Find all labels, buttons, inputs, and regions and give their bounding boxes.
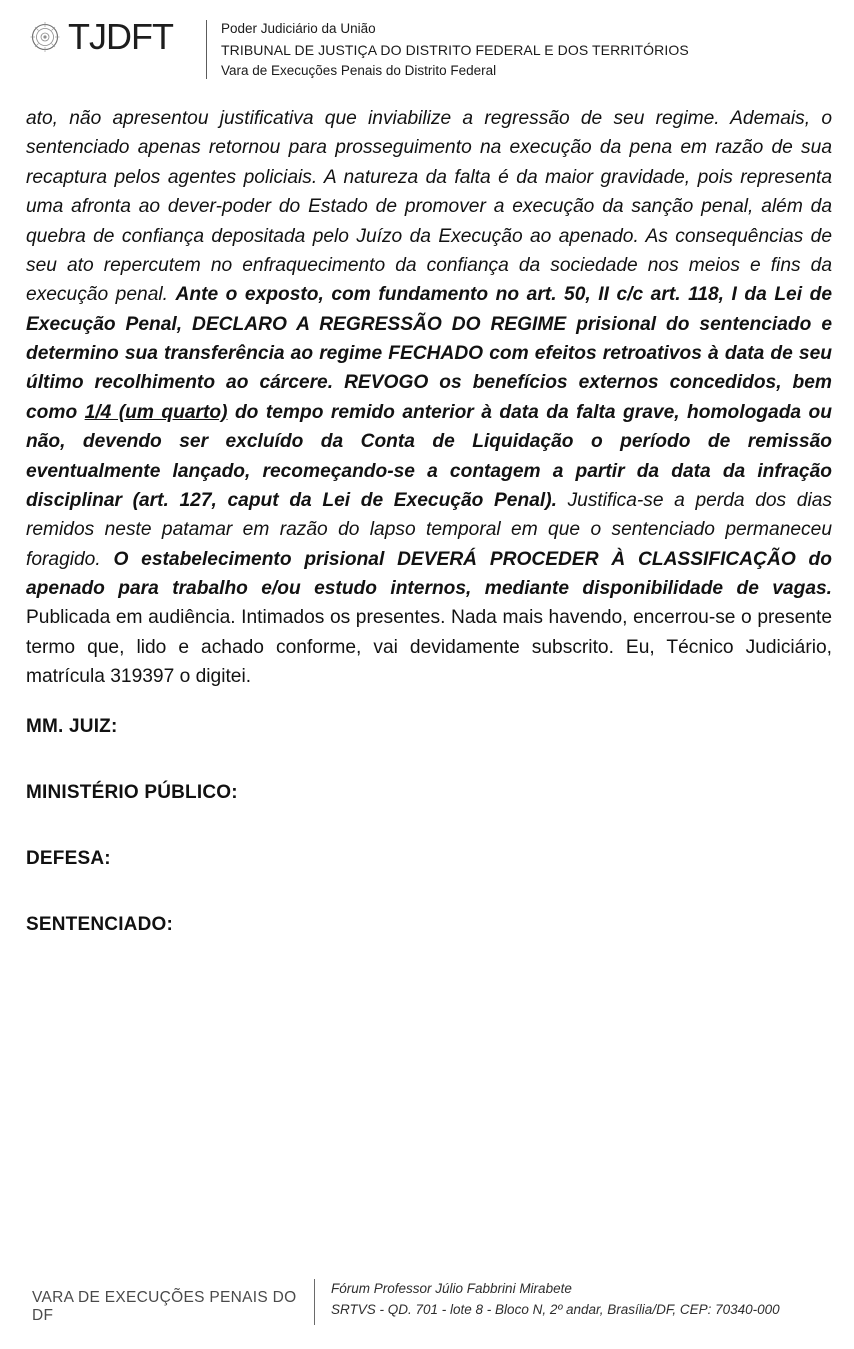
text-segment-ruling: Ante o exposto, com fundamento no art. 50, II c/c art. 118, I da Lei de Execução Penal, DECLARO A REGRESSÃO DO REGIME prisional do sentenciado e determino sua transferência ao regime FECHADO com efeitos retroativos à data de seu último recolhimento ao cárcere. REVOGO os benefícios externos concedidos, bem como — [26, 284, 832, 423]
text-segment-justification: Justifica-se a perda dos dias remidos neste patamar em razão do lapso temporal em que o sentenciado permaneceu foragido. — [26, 489, 832, 570]
footer-address-line1: Fórum Professor Júlio Fabbrini Mirabete — [331, 1281, 572, 1296]
document-header — [28, 18, 826, 81]
header-title-block — [221, 18, 689, 81]
signature-block — [26, 716, 666, 980]
text-segment-context: ato, não apresentou justificativa que inviabilize a regressão de seu regime. Ademais, o sentenciado apenas retornou para prosseguimento na execução da pena em razão de sua recaptura pelos agentes policiais. A natureza da falta é da maior gravidade, pois representa uma afronta ao dever-poder do Estado de promover a execução da sanção penal, além da quebra de confiança depositada pelo Juízo da Execução ao apenado. As consequências de seu ato repercutem no enfraquecimento da confiança da sociedade nos meios e fins da execução penal. — [26, 108, 832, 306]
footer-office-name: VARA DE EXECUÇÕES PENAIS DO DF — [32, 1289, 297, 1324]
decision-paragraph — [26, 104, 832, 692]
text-segment-remission: do tempo remido anterior à data da falta grave, homologada ou não, devendo ser excluído da Conta de Liquidação o período de remissão eventualmente lançado, recomeçando-se a contagem a partir da data da infração disciplinar (art. 127, caput da Lei de Execução Penal). — [26, 401, 832, 511]
signature-line-defense: DEFESA: — [26, 848, 111, 869]
footer-divider — [314, 1279, 315, 1325]
footer-address-line2: SRTVS - QD. 701 - lote 8 - Bloco N, 2º andar, Brasília/DF, CEP: 70340-000 — [331, 1301, 780, 1317]
footer-address-block — [331, 1279, 780, 1321]
document-body — [26, 104, 832, 692]
text-segment-fraction: 1/4 (um quarto) — [84, 401, 228, 423]
tjdft-wordmark: TJDFT — [68, 16, 173, 57]
court-brand — [28, 18, 206, 56]
signature-line-judge: MM. JUIZ: — [26, 716, 118, 737]
document-footer — [32, 1279, 826, 1325]
header-divider — [206, 20, 207, 79]
signature-line-prosecutor: MINISTÉRIO PÚBLICO: — [26, 782, 238, 803]
header-line-division: Vara de Execuções Penais do Distrito Federal — [221, 62, 497, 78]
republic-seal-icon — [28, 18, 62, 56]
signature-line-convict: SENTENCIADO: — [26, 914, 174, 935]
header-line-court: TRIBUNAL DE JUSTIÇA DO DISTRITO FEDERAL E DOS TERRITÓRIOS — [221, 41, 689, 58]
text-segment-closing: Publicada em audiência. Intimados os presentes. Nada mais havendo, encerrou-se o presente termo que, lido e achado conforme, vai devidamente subscrito. Eu, Técnico Judiciário, matrícula 319397 o digitei. — [26, 607, 832, 688]
text-segment-classification: O estabelecimento prisional DEVERÁ PROCEDER À CLASSIFICAÇÃO do apenado para trabalho e/ou estudo internos, mediante disponibilidade de vagas. — [26, 548, 832, 599]
header-line-union: Poder Judiciário da União — [221, 21, 376, 36]
